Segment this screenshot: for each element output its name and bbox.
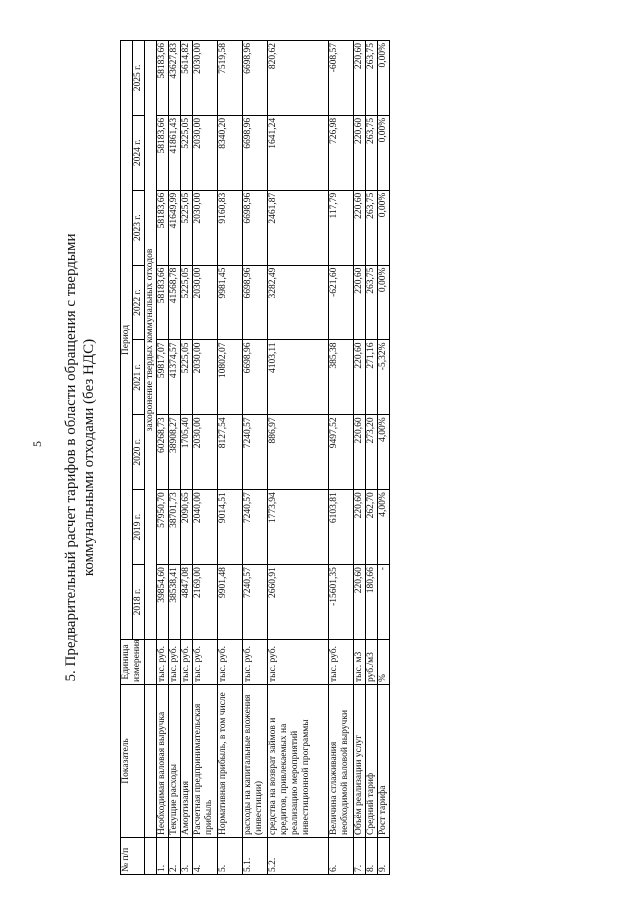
value-cell: 1641,24 bbox=[268, 115, 329, 190]
row-number: 5.2. bbox=[268, 838, 329, 875]
value-cell: 39854,60 bbox=[157, 565, 169, 640]
row-number: 4. bbox=[193, 838, 218, 875]
value-cell: 5225,05 bbox=[181, 190, 193, 265]
value-cell: 2030,00 bbox=[193, 190, 218, 265]
value-cell: 38701,73 bbox=[169, 490, 181, 565]
value-cell: 263,75 bbox=[366, 265, 378, 340]
value-cell: 220,60 bbox=[354, 265, 366, 340]
value-cell: 886,97 bbox=[268, 415, 329, 490]
col-header-period: Период bbox=[121, 41, 133, 640]
value-cell: 58183,66 bbox=[157, 190, 169, 265]
row-number: 7. bbox=[354, 838, 366, 875]
value-cell: 220,60 bbox=[354, 565, 366, 640]
indicator-name: Необходимая валовая выручка bbox=[157, 685, 169, 838]
value-cell: -15601,35 bbox=[329, 565, 354, 640]
value-cell: 220,60 bbox=[354, 115, 366, 190]
row-number: 2. bbox=[169, 838, 181, 875]
unit-cell: тыс. руб. bbox=[329, 640, 354, 685]
value-cell: 9014,51 bbox=[218, 490, 243, 565]
value-cell: 2461,87 bbox=[268, 190, 329, 265]
year-header: 2019 г. bbox=[133, 490, 145, 565]
indicator-name: Текущие расходы bbox=[169, 685, 181, 838]
value-cell: 9901,48 bbox=[218, 565, 243, 640]
value-cell: 2660,91 bbox=[268, 565, 329, 640]
unit-cell: тыс. руб. bbox=[218, 640, 243, 685]
value-cell: 220,60 bbox=[354, 490, 366, 565]
value-cell: 5225,05 bbox=[181, 265, 193, 340]
unit-cell: тыс. руб. bbox=[268, 640, 329, 685]
value-cell: 43627,83 bbox=[169, 41, 181, 116]
value-cell: 41568,78 bbox=[169, 265, 181, 340]
value-cell: 1773,94 bbox=[268, 490, 329, 565]
value-cell: 8340,20 bbox=[218, 115, 243, 190]
value-cell: - bbox=[378, 565, 390, 640]
value-cell: 4847,08 bbox=[181, 565, 193, 640]
value-cell: 117,79 bbox=[329, 190, 354, 265]
indicator-name: Расчетная предпринимательская прибыль bbox=[193, 685, 218, 838]
value-cell: 6698,96 bbox=[243, 265, 268, 340]
unit-cell: тыс. руб. bbox=[193, 640, 218, 685]
year-header: 2025 г. bbox=[133, 41, 145, 116]
value-cell: 220,60 bbox=[354, 41, 366, 116]
value-cell: 726,98 bbox=[329, 115, 354, 190]
indicator-name: Амортизация bbox=[181, 685, 193, 838]
value-cell: 0,00% bbox=[378, 115, 390, 190]
unit-cell: тыс. руб. bbox=[157, 640, 169, 685]
section-spacer bbox=[145, 640, 157, 685]
section-spacer bbox=[145, 838, 157, 875]
value-cell: 220,60 bbox=[354, 340, 366, 415]
title-line-1: 5. Предварительный расчет тарифов в области обращения с твердыми bbox=[63, 233, 79, 682]
value-cell: 57950,70 bbox=[157, 490, 169, 565]
value-cell: 271,16 bbox=[366, 340, 378, 415]
value-cell: 385,38 bbox=[329, 340, 354, 415]
value-cell: 59817,07 bbox=[157, 340, 169, 415]
value-cell: 10802,07 bbox=[218, 340, 243, 415]
value-cell: -608,57 bbox=[329, 41, 354, 116]
section-spacer bbox=[145, 685, 157, 838]
value-cell: 41374,57 bbox=[169, 340, 181, 415]
value-cell: 273,20 bbox=[366, 415, 378, 490]
value-cell: 220,60 bbox=[354, 415, 366, 490]
value-cell: 7240,57 bbox=[243, 565, 268, 640]
value-cell: 2169,00 bbox=[193, 565, 218, 640]
indicator-name: Объём реализации услуг bbox=[354, 685, 366, 838]
year-header: 2021 г. bbox=[133, 340, 145, 415]
title-line-2: коммунальными отходами (без НДС) bbox=[81, 338, 97, 577]
value-cell: 38908,27 bbox=[169, 415, 181, 490]
page-number: 5 bbox=[30, 441, 44, 447]
value-cell: 4,00% bbox=[378, 490, 390, 565]
value-cell: 5614,82 bbox=[181, 41, 193, 116]
value-cell: 2090,65 bbox=[181, 490, 193, 565]
value-cell: -5,32% bbox=[378, 340, 390, 415]
col-header-indicator: Показатель bbox=[121, 685, 145, 838]
value-cell: 2040,00 bbox=[193, 490, 218, 565]
year-header: 2024 г. bbox=[133, 115, 145, 190]
col-header-num: № п/п bbox=[121, 838, 145, 875]
row-number: 5. bbox=[218, 838, 243, 875]
document-title bbox=[60, 40, 102, 875]
value-cell: 7240,57 bbox=[243, 490, 268, 565]
unit-cell: тыс. руб. bbox=[181, 640, 193, 685]
value-cell: 262,70 bbox=[366, 490, 378, 565]
unit-cell: руб./м3 bbox=[366, 640, 378, 685]
value-cell: 3282,49 bbox=[268, 265, 329, 340]
value-cell: 1705,40 bbox=[181, 415, 193, 490]
row-number: 3. bbox=[181, 838, 193, 875]
value-cell: -621,60 bbox=[329, 265, 354, 340]
value-cell: 263,75 bbox=[366, 41, 378, 116]
row-number: 8. bbox=[366, 838, 378, 875]
row-number: 5.1. bbox=[243, 838, 268, 875]
section-title: захоронение твердых коммунальных отходов bbox=[145, 41, 157, 640]
year-header: 2020 г. bbox=[133, 415, 145, 490]
value-cell: 9160,83 bbox=[218, 190, 243, 265]
indicator-name: расходы на капитальные вложения (инвестиции) bbox=[243, 685, 268, 838]
unit-cell: тыс. м3 bbox=[354, 640, 366, 685]
value-cell: 2030,00 bbox=[193, 41, 218, 116]
value-cell: 58183,66 bbox=[157, 115, 169, 190]
value-cell: 41861,43 bbox=[169, 115, 181, 190]
indicator-name: Рост тарифа bbox=[378, 685, 390, 838]
value-cell: 5225,05 bbox=[181, 115, 193, 190]
value-cell: 38538,41 bbox=[169, 565, 181, 640]
value-cell: 4103,11 bbox=[268, 340, 329, 415]
year-header: 2022 г. bbox=[133, 265, 145, 340]
unit-cell: % bbox=[378, 640, 390, 685]
row-number: 9. bbox=[378, 838, 390, 875]
indicator-name: средства на возврат займов и кредитов, привлекаемых на реализацию мероприятий инвестиционной программы bbox=[268, 685, 329, 838]
value-cell: 180,66 bbox=[366, 565, 378, 640]
value-cell: 820,62 bbox=[268, 41, 329, 116]
value-cell: 6698,96 bbox=[243, 340, 268, 415]
indicator-name: Нормативная прибыль, в том числе bbox=[218, 685, 243, 838]
rotated-page-content bbox=[60, 40, 600, 875]
value-cell: 7519,58 bbox=[218, 41, 243, 116]
value-cell: 58183,66 bbox=[157, 265, 169, 340]
value-cell: 6103,81 bbox=[329, 490, 354, 565]
value-cell: 220,60 bbox=[354, 190, 366, 265]
value-cell: 60268,73 bbox=[157, 415, 169, 490]
tariff-table bbox=[120, 40, 390, 875]
value-cell: 6698,96 bbox=[243, 190, 268, 265]
value-cell: 6698,96 bbox=[243, 41, 268, 116]
value-cell: 5225,05 bbox=[181, 340, 193, 415]
value-cell: 2030,00 bbox=[193, 115, 218, 190]
value-cell: 0,00% bbox=[378, 265, 390, 340]
value-cell: 2030,00 bbox=[193, 340, 218, 415]
value-cell: 2030,00 bbox=[193, 265, 218, 340]
value-cell: 6698,96 bbox=[243, 115, 268, 190]
indicator-name: Средний тариф bbox=[366, 685, 378, 838]
value-cell: 7240,57 bbox=[243, 415, 268, 490]
value-cell: 4,00% bbox=[378, 415, 390, 490]
unit-cell: тыс. руб. bbox=[169, 640, 181, 685]
value-cell: 9981,45 bbox=[218, 265, 243, 340]
row-number: 1. bbox=[157, 838, 169, 875]
col-header-unit: Единица измерения bbox=[121, 640, 145, 685]
value-cell: 58183,66 bbox=[157, 41, 169, 116]
value-cell: 0,00% bbox=[378, 41, 390, 116]
value-cell: 2030,00 bbox=[193, 415, 218, 490]
year-header: 2023 г. bbox=[133, 190, 145, 265]
value-cell: 8127,54 bbox=[218, 415, 243, 490]
indicator-name: Величина сглаживания необходимой валовой выручки bbox=[329, 685, 354, 838]
year-header: 2018 г. bbox=[133, 565, 145, 640]
value-cell: 9497,52 bbox=[329, 415, 354, 490]
value-cell: 0,00% bbox=[378, 190, 390, 265]
value-cell: 41649,99 bbox=[169, 190, 181, 265]
value-cell: 263,75 bbox=[366, 190, 378, 265]
row-number: 6. bbox=[329, 838, 354, 875]
value-cell: 263,75 bbox=[366, 115, 378, 190]
unit-cell: тыс. руб. bbox=[243, 640, 268, 685]
